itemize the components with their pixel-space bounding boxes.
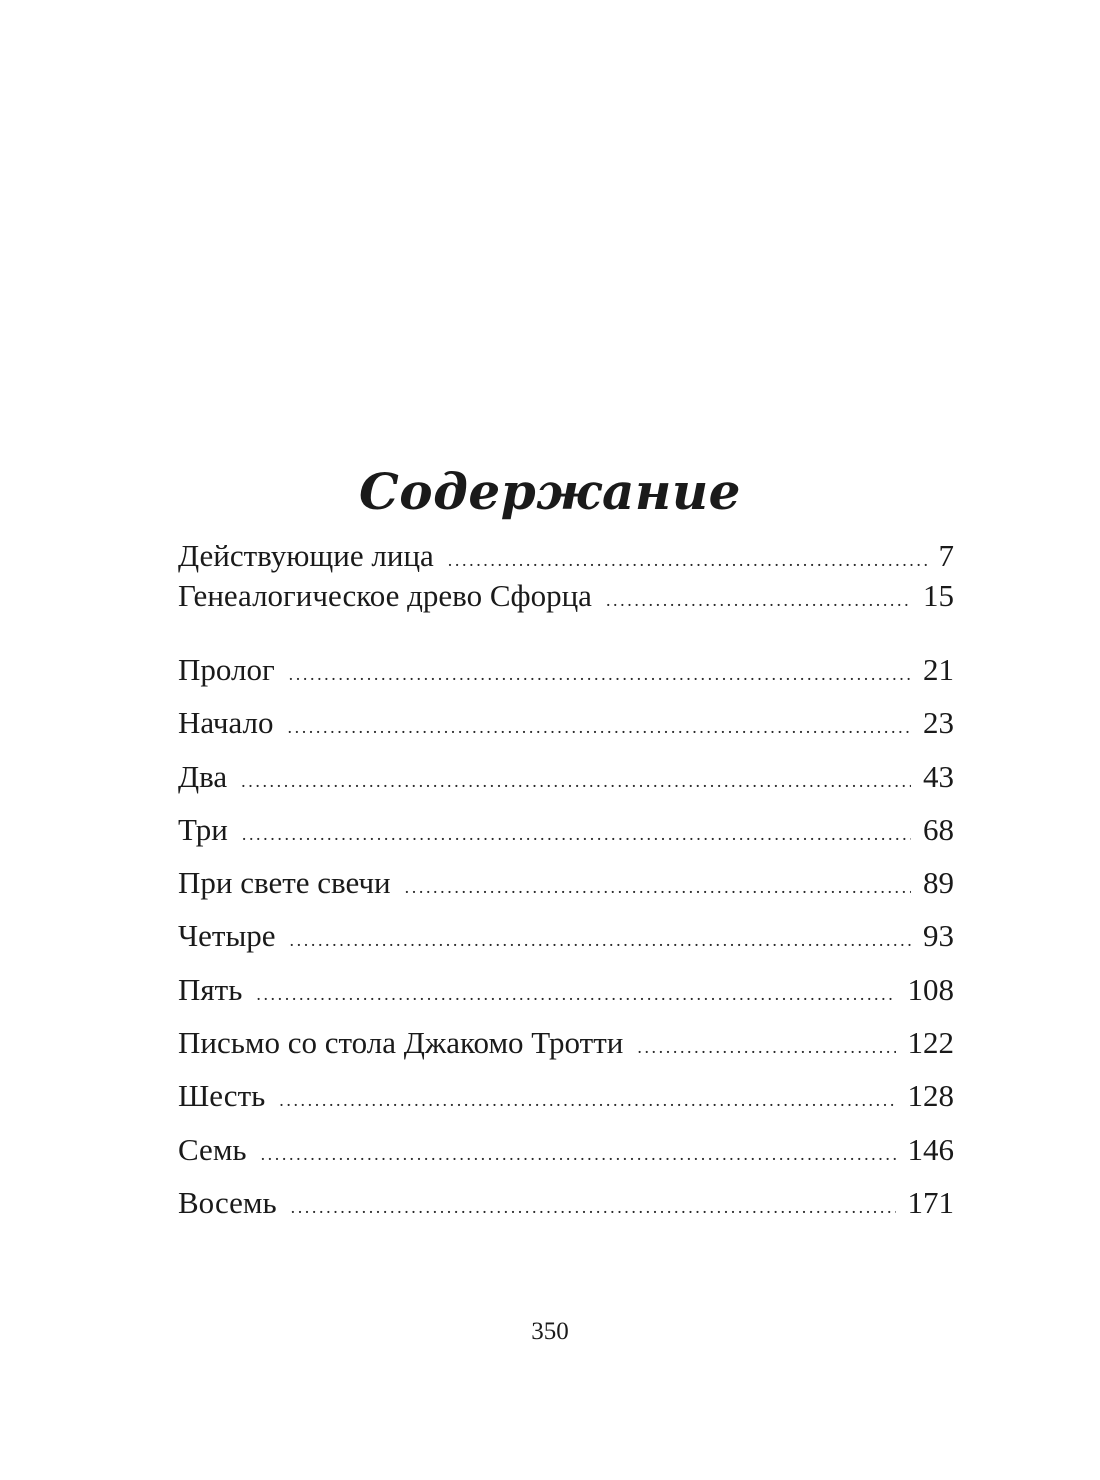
toc-entry-title: Восемь xyxy=(178,1184,277,1220)
toc-entry[interactable] xyxy=(178,576,954,616)
toc-entry-title: Генеалогическое древо Сфорца xyxy=(178,578,592,613)
dot-leader xyxy=(288,701,912,754)
toc-entry-title: Два xyxy=(178,758,228,794)
toc-entry[interactable] xyxy=(178,803,954,856)
dot-leader xyxy=(290,914,911,967)
dot-leader xyxy=(289,648,911,701)
toc-entry-title: При свете свечи xyxy=(178,865,391,901)
dot-leader xyxy=(256,968,895,1021)
toc-entry[interactable] xyxy=(178,750,954,803)
toc-entry-page: 146 xyxy=(907,1131,954,1167)
table-of-contents xyxy=(178,536,954,1229)
toc-entry[interactable] xyxy=(178,696,954,749)
toc-entry-page: 171 xyxy=(907,1184,954,1220)
toc-entry-title: Семь xyxy=(178,1131,247,1167)
front-matter-list xyxy=(178,536,954,616)
toc-entry-page: 122 xyxy=(907,1025,954,1061)
toc-entry[interactable] xyxy=(178,963,954,1016)
toc-entry-page: 108 xyxy=(907,971,954,1007)
toc-entry-page: 68 xyxy=(923,811,954,847)
toc-entry-page: 128 xyxy=(907,1078,954,1114)
toc-entry-title: Шесть xyxy=(178,1078,266,1114)
toc-entry[interactable] xyxy=(178,1069,954,1122)
toc-entry-title: Пять xyxy=(178,971,243,1007)
page-number: 350 xyxy=(531,1318,569,1345)
toc-entry[interactable] xyxy=(178,536,954,576)
dot-leader xyxy=(261,1128,896,1181)
toc-entry-page: 15 xyxy=(923,578,954,613)
toc-entry-title: Пролог xyxy=(178,652,275,687)
toc-entry-page: 21 xyxy=(923,652,954,687)
toc-entry[interactable] xyxy=(178,1123,954,1176)
toc-entry[interactable] xyxy=(178,909,954,962)
toc-entry[interactable] xyxy=(178,1176,954,1229)
dot-leader xyxy=(291,1181,896,1234)
toc-entry-title: Начало xyxy=(178,705,274,741)
toc-entry[interactable] xyxy=(178,1016,954,1069)
toc-entry-title: Три xyxy=(178,811,228,847)
toc-entry[interactable] xyxy=(178,643,954,696)
dot-leader xyxy=(405,861,911,914)
toc-entry-page: 93 xyxy=(923,918,954,954)
toc-entry-title: Четыре xyxy=(178,918,276,954)
dot-leader xyxy=(637,1021,895,1074)
toc-entry-title: Письмо со стола Джакомо Тротти xyxy=(178,1025,624,1061)
toc-entry-page: 43 xyxy=(923,758,954,794)
toc-entry-title: Действующие лица xyxy=(178,538,434,573)
dot-leader xyxy=(242,808,911,861)
toc-entry-page: 89 xyxy=(923,865,954,901)
chapter-list xyxy=(178,643,954,1229)
toc-entry-page: 23 xyxy=(923,705,954,741)
dot-leader xyxy=(279,1074,895,1127)
page-title: Содержание xyxy=(359,461,741,521)
dot-leader xyxy=(448,540,927,580)
dot-leader xyxy=(241,755,911,808)
toc-entry-page: 7 xyxy=(938,538,954,573)
toc-entry[interactable] xyxy=(178,856,954,909)
dot-leader xyxy=(606,580,911,620)
